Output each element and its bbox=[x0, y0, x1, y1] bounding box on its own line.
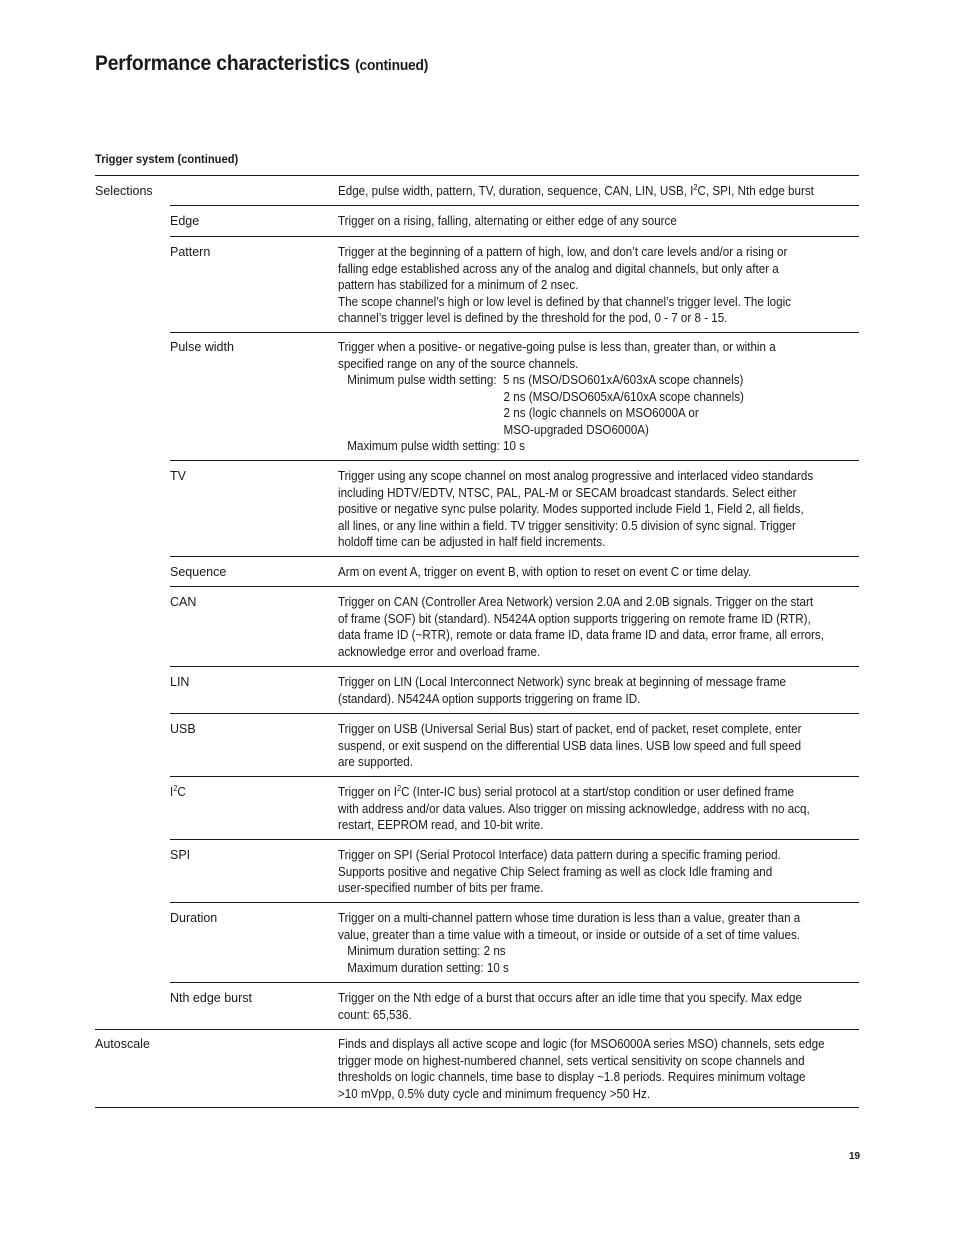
row-divider bbox=[170, 713, 859, 714]
section-divider bbox=[95, 1029, 859, 1030]
row-label-autoscale: Autoscale bbox=[95, 1037, 150, 1051]
row-desc-lin: Trigger on LIN (Local Interconnect Network) sync break at beginning of message frame (standard). N5424A option supports triggering on frame ID. bbox=[338, 675, 786, 706]
row-label-lin: LIN bbox=[170, 675, 190, 689]
row-label-nth-edge-burst: Nth edge burst bbox=[170, 991, 252, 1005]
page-title bbox=[95, 52, 428, 76]
row-desc-i2c: Trigger on $I^2C$ (Inter-IC bus) serial protocol at a start/stop condition or user defined frame with address and/or data values. Also trigger on missing acknowledge, address with no acq, restart, EEPROM read, and 10-bit write. bbox=[338, 784, 810, 832]
page-title-suffix: (continued) bbox=[355, 57, 429, 74]
row-divider bbox=[170, 666, 859, 667]
row-desc-sequence: Arm on event A, trigger on event B, with option to reset on event C or time delay. bbox=[338, 565, 752, 579]
row-label-tv: TV bbox=[170, 469, 186, 483]
row-label-selections: Selections bbox=[95, 184, 153, 198]
page-title-main: Performance characteristics bbox=[95, 52, 350, 75]
row-divider bbox=[170, 332, 859, 333]
row-desc-autoscale: Finds and displays all active scope and logic (for MSO6000A series MSO) channels, sets edge trigger mode on highest-numbered channel, sets vertical sensitivity on scope channels and thresholds on logic channels, time base to display ~1.8 periods. Requires minimum voltage >10 mVpp, 0.5% duty cycle and minimum frequency >50 Hz. bbox=[338, 1037, 825, 1101]
table-top-rule bbox=[95, 175, 859, 176]
row-divider bbox=[170, 982, 859, 983]
row-label-edge: Edge bbox=[170, 214, 200, 228]
row-desc-pulse-width: Trigger when a positive- or negative-going pulse is less than, greater than, or within a specified range on any of the source channels. Minimum pulse width setting: 5 ns (MSO/DSO601xA/603xA scope channels) 2 ns (MSO/DSO605xA/610xA scope channels) 2 ns (logic channels on MSO6000A or MSO-upgraded DSO6000A) Maximum pulse width setting: 10 s bbox=[338, 340, 776, 453]
row-desc-nth-edge-burst: Trigger on the Nth edge of a burst that occurs after an idle time that you specify. Max edge count: 65,536. bbox=[338, 991, 802, 1022]
row-desc-usb: Trigger on USB (Universal Serial Bus) start of packet, end of packet, reset complete, enter suspend, or exit suspend on the differential USB data lines. USB low speed and full speed are supported. bbox=[338, 722, 802, 769]
row-divider bbox=[170, 776, 859, 777]
row-desc-duration: Trigger on a multi-channel pattern whose time duration is less than a value, greater than a value, greater than a time value with a timeout, or inside or outside of a set of time values. Minimum duration setting: 2 ns Maximum duration setting: 10 s bbox=[338, 911, 801, 975]
row-desc-can: Trigger on CAN (Controller Area Network) version 2.0A and 2.0B signals. Trigger on the start of frame (SOF) bit (standard). N5424A option supports triggering on remote frame ID (RTR), data frame ID (~RTR), remote or data frame ID, data frame ID and data, error frame, all errors, acknowledge error and overload frame. bbox=[338, 595, 824, 659]
section-heading: Trigger system (continued) bbox=[95, 152, 239, 166]
row-label-i2c: $I^2C$ bbox=[170, 784, 186, 799]
row-label-can: CAN bbox=[170, 595, 197, 609]
row-label-pattern: Pattern bbox=[170, 245, 211, 259]
row-divider bbox=[170, 236, 859, 237]
table-bottom-rule bbox=[95, 1107, 859, 1108]
row-label-spi: SPI bbox=[170, 848, 191, 862]
row-divider bbox=[170, 556, 859, 557]
page-number: 19 bbox=[849, 1151, 861, 1162]
row-label-pulse-width: Pulse width bbox=[170, 340, 234, 354]
row-desc-selections: Edge, pulse width, pattern, TV, duration, sequence, CAN, LIN, USB, $I^2C$, SPI, Nth edge burst bbox=[338, 183, 814, 198]
row-divider bbox=[170, 205, 859, 206]
row-divider bbox=[170, 839, 859, 840]
row-label-usb: USB bbox=[170, 722, 196, 736]
row-divider bbox=[170, 586, 859, 587]
row-divider bbox=[170, 460, 859, 461]
row-desc-edge: Trigger on a rising, falling, alternating or either edge of any source bbox=[338, 214, 677, 228]
row-desc-tv: Trigger using any scope channel on most analog progressive and interlaced video standards including HDTV/EDTV, NTSC, PAL, PAL-M or SECAM broadcast standards. Select either positive or negative sync pulse polarity. Modes supported include Field 1, Field 2, all fields, all lines, or any line within a field. TV trigger sensitivity: 0.5 division of sync signal. Trigger holdoff time can be adjusted in half field increments. bbox=[338, 469, 814, 549]
row-divider bbox=[170, 902, 859, 903]
row-desc-pattern: Trigger at the beginning of a pattern of high, low, and don’t care levels and/or a rising or falling edge established across any of the analog and digital channels, but only after a pattern has stabilized for a minimum of 2 nsec. The scope channel’s high or low level is defined by that channel’s trigger level. The logic channel’s trigger level is defined by the threshold for the pod, 0 - 7 or 8 - 15. bbox=[338, 245, 792, 325]
row-label-duration: Duration bbox=[170, 911, 218, 925]
row-desc-spi: Trigger on SPI (Serial Protocol Interface) data pattern during a specific framing period. Supports positive and negative Chip Select framing as well as clock Idle framing and user-specified number of bits per frame. bbox=[338, 848, 781, 895]
row-label-sequence: Sequence bbox=[170, 565, 227, 579]
